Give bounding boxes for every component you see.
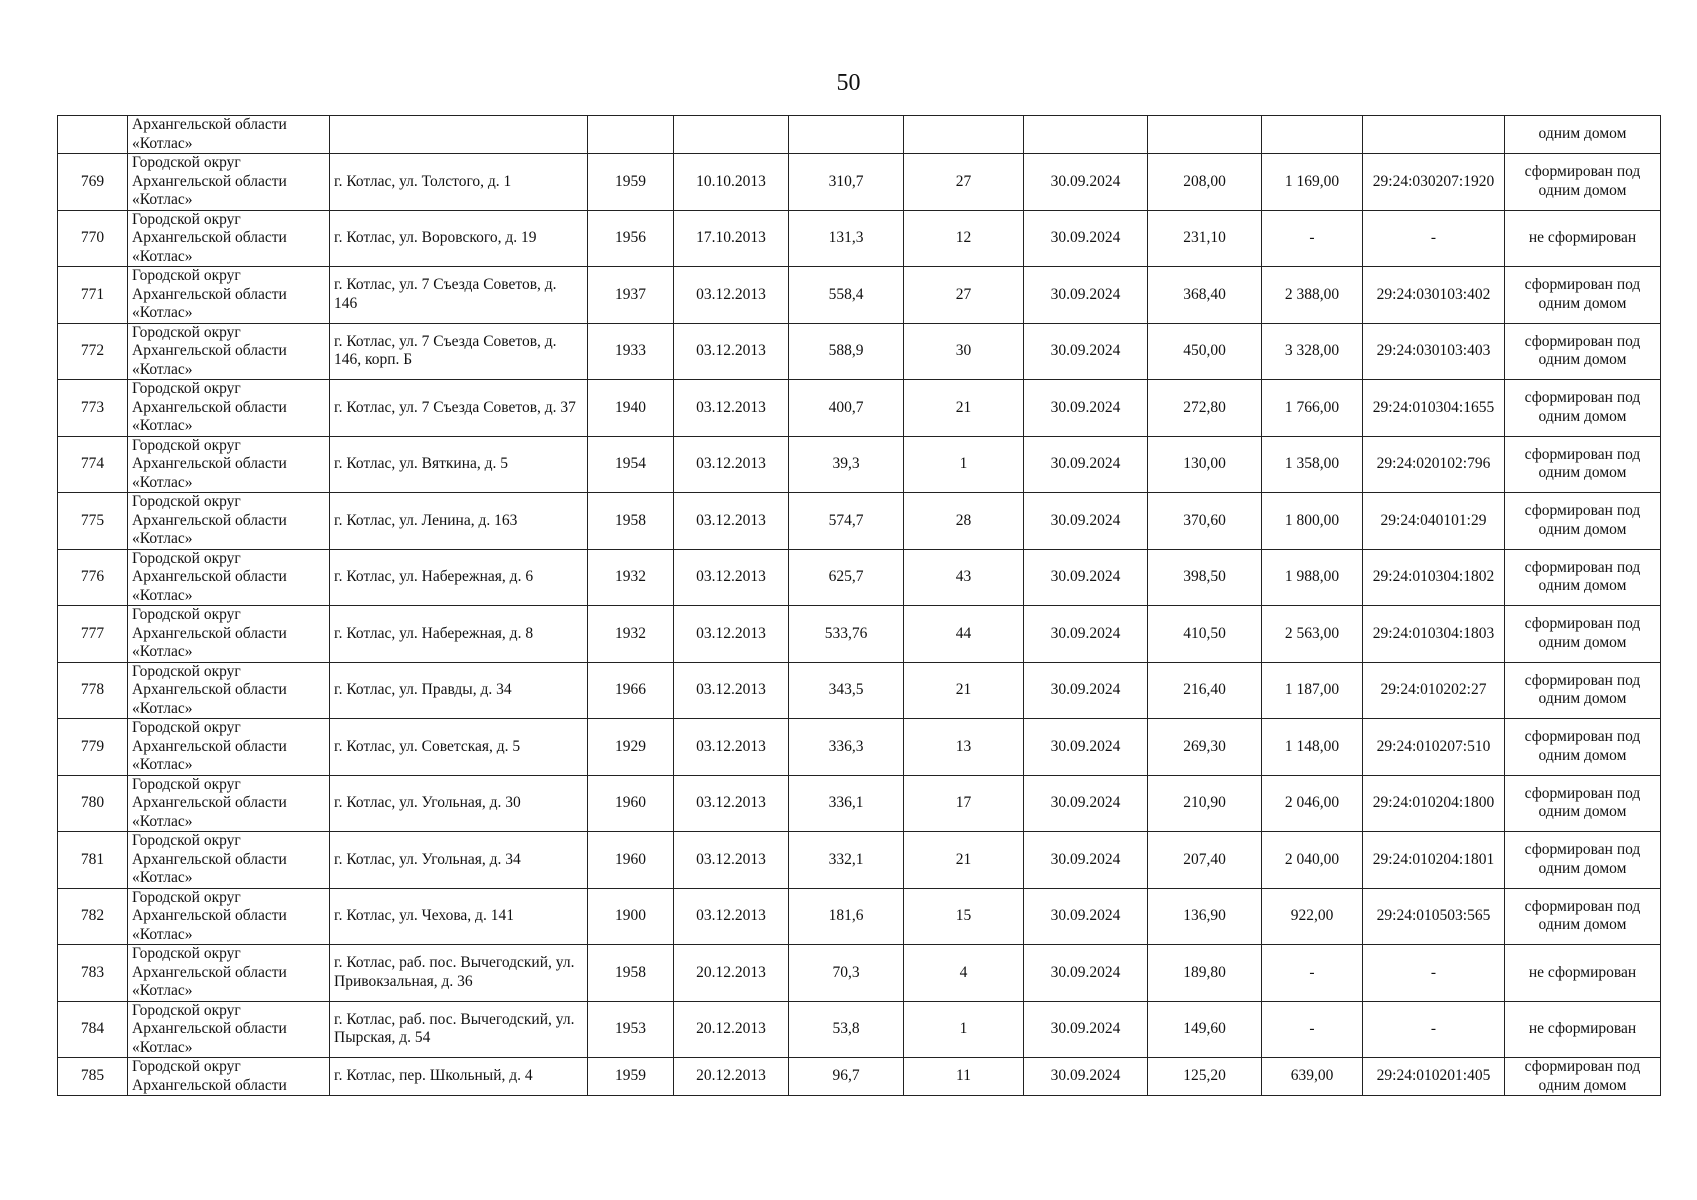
row-number-cell: 771	[58, 267, 128, 324]
municipality-cell: Городской округ Архангельской области «Котлас»	[128, 210, 330, 267]
area-cell: 336,1	[789, 775, 904, 832]
cadastral-number-cell: 29:24:030207:1920	[1363, 154, 1505, 211]
row-number-cell: 774	[58, 436, 128, 493]
municipality-cell: Городской округ Архангельской области «Котлас»	[128, 267, 330, 324]
row-number-cell: 778	[58, 662, 128, 719]
municipality-cell: Городской округ Архангельской области «Котлас»	[128, 945, 330, 1002]
recognition-date-cell: 17.10.2013	[674, 210, 789, 267]
municipality-cell: Городской округ Архангельской области «Котлас»	[128, 775, 330, 832]
area-cell: 96,7	[789, 1058, 904, 1096]
municipality-cell: Архангельской области «Котлас»	[128, 116, 330, 154]
cadastral-number-cell: -	[1363, 210, 1505, 267]
residents-cell: 43	[904, 549, 1024, 606]
living-area-cell: 216,40	[1148, 662, 1262, 719]
cadastral-number-cell: 29:24:010201:405	[1363, 1058, 1505, 1096]
build-year-cell: 1953	[588, 1001, 674, 1058]
recognition-date-cell: 03.12.2013	[674, 888, 789, 945]
planned-date-cell: 30.09.2024	[1024, 380, 1148, 437]
table-row	[58, 1058, 1661, 1096]
living-area-cell: 125,20	[1148, 1058, 1262, 1096]
land-status-cell: сформирован под одним домом	[1505, 267, 1661, 324]
table-row	[58, 719, 1661, 776]
area-cell: 558,4	[789, 267, 904, 324]
land-area-cell: -	[1262, 210, 1363, 267]
build-year-cell: 1958	[588, 493, 674, 550]
build-year-cell: 1929	[588, 719, 674, 776]
build-year-cell: 1954	[588, 436, 674, 493]
municipality-cell: Городской округ Архангельской области «Котлас»	[128, 380, 330, 437]
residents-cell: 13	[904, 719, 1024, 776]
cadastral-number-cell: -	[1363, 945, 1505, 1002]
land-area-cell: 2 563,00	[1262, 606, 1363, 663]
row-number-cell: 772	[58, 323, 128, 380]
table-row	[58, 606, 1661, 663]
land-status-cell: не сформирован	[1505, 1001, 1661, 1058]
living-area-cell: 130,00	[1148, 436, 1262, 493]
build-year-cell: 1959	[588, 154, 674, 211]
build-year-cell: 1959	[588, 1058, 674, 1096]
address-cell: г. Котлас, ул. 7 Съезда Советов, д. 146, корп. Б	[330, 323, 588, 380]
living-area-cell: 149,60	[1148, 1001, 1262, 1058]
land-area-cell: 1 766,00	[1262, 380, 1363, 437]
address-cell: г. Котлас, ул. Ленина, д. 163	[330, 493, 588, 550]
recognition-date-cell: 03.12.2013	[674, 323, 789, 380]
land-area-cell: 639,00	[1262, 1058, 1363, 1096]
recognition-date-cell: 20.12.2013	[674, 1058, 789, 1096]
residents-cell: 27	[904, 267, 1024, 324]
residents-cell: 4	[904, 945, 1024, 1002]
area-cell: 625,7	[789, 549, 904, 606]
living-area-cell: 410,50	[1148, 606, 1262, 663]
row-number-cell: 784	[58, 1001, 128, 1058]
land-status-cell: сформирован под одним домом	[1505, 323, 1661, 380]
living-area-cell: 207,40	[1148, 832, 1262, 889]
address-cell: г. Котлас, ул. Угольная, д. 34	[330, 832, 588, 889]
page-number: 50	[836, 70, 861, 96]
cadastral-number-cell: 29:24:010204:1801	[1363, 832, 1505, 889]
living-area-cell: 370,60	[1148, 493, 1262, 550]
municipality-cell: Городской округ Архангельской области «Котлас»	[128, 154, 330, 211]
row-number-cell: 781	[58, 832, 128, 889]
recognition-date-cell: 03.12.2013	[674, 719, 789, 776]
living-area-cell: 450,00	[1148, 323, 1262, 380]
land-status-cell: сформирован под одним домом	[1505, 662, 1661, 719]
address-cell: г. Котлас, ул. Вяткина, д. 5	[330, 436, 588, 493]
table-row-continued	[58, 116, 1661, 154]
area-cell: 53,8	[789, 1001, 904, 1058]
cadastral-number-cell: 29:24:030103:403	[1363, 323, 1505, 380]
land-area-cell: 1 187,00	[1262, 662, 1363, 719]
address-cell: г. Котлас, раб. пос. Вычегодский, ул. Привокзальная, д. 36	[330, 945, 588, 1002]
land-area-cell: -	[1262, 1001, 1363, 1058]
recognition-date-cell: 03.12.2013	[674, 662, 789, 719]
residents-cell: 44	[904, 606, 1024, 663]
residents-cell: 30	[904, 323, 1024, 380]
land-area-cell: 1 988,00	[1262, 549, 1363, 606]
address-cell: г. Котлас, ул. Правды, д. 34	[330, 662, 588, 719]
land-status-cell: сформирован под одним домом	[1505, 436, 1661, 493]
address-cell: г. Котлас, пер. Школьный, д. 4	[330, 1058, 588, 1096]
residents-cell: 11	[904, 1058, 1024, 1096]
table-row	[58, 380, 1661, 437]
municipality-cell: Городской округ Архангельской области	[128, 1058, 330, 1096]
table-row	[58, 662, 1661, 719]
area-cell: 588,9	[789, 323, 904, 380]
row-number-cell: 777	[58, 606, 128, 663]
residents-cell: 21	[904, 832, 1024, 889]
land-status-cell: сформирован под одним домом	[1505, 380, 1661, 437]
residents-cell: 28	[904, 493, 1024, 550]
area-cell: 131,3	[789, 210, 904, 267]
land-area-cell: 2 046,00	[1262, 775, 1363, 832]
land-status-cell: сформирован под одним домом	[1505, 606, 1661, 663]
row-number-cell: 776	[58, 549, 128, 606]
address-cell: г. Котлас, раб. пос. Вычегодский, ул. Пырская, д. 54	[330, 1001, 588, 1058]
land-status-cell: не сформирован	[1505, 210, 1661, 267]
cadastral-number-cell: 29:24:010304:1655	[1363, 380, 1505, 437]
area-cell: 400,7	[789, 380, 904, 437]
cadastral-number-cell: 29:24:010503:565	[1363, 888, 1505, 945]
municipality-cell: Городской округ Архангельской области «Котлас»	[128, 719, 330, 776]
living-area-cell: 398,50	[1148, 549, 1262, 606]
living-area-cell: 210,90	[1148, 775, 1262, 832]
area-cell: 336,3	[789, 719, 904, 776]
cadastral-number-cell: -	[1363, 1001, 1505, 1058]
living-area-cell: 136,90	[1148, 888, 1262, 945]
address-cell: г. Котлас, ул. 7 Съезда Советов, д. 37	[330, 380, 588, 437]
row-number-cell: 775	[58, 493, 128, 550]
planned-date-cell: 30.09.2024	[1024, 945, 1148, 1002]
recognition-date-cell: 03.12.2013	[674, 493, 789, 550]
table-row	[58, 549, 1661, 606]
land-status-cell: сформирован под одним домом	[1505, 775, 1661, 832]
table-row	[58, 832, 1661, 889]
area-cell: 181,6	[789, 888, 904, 945]
land-status-cell: сформирован под одним домом	[1505, 888, 1661, 945]
planned-date-cell: 30.09.2024	[1024, 210, 1148, 267]
land-area-cell: -	[1262, 945, 1363, 1002]
table-row	[58, 945, 1661, 1002]
recognition-date-cell: 10.10.2013	[674, 154, 789, 211]
planned-date-cell: 30.09.2024	[1024, 888, 1148, 945]
living-area-cell: 272,80	[1148, 380, 1262, 437]
area-cell: 533,76	[789, 606, 904, 663]
municipality-cell: Городской округ Архангельской области «Котлас»	[128, 888, 330, 945]
recognition-date-cell: 03.12.2013	[674, 267, 789, 324]
address-cell: г. Котлас, ул. Чехова, д. 141	[330, 888, 588, 945]
planned-date-cell: 30.09.2024	[1024, 1058, 1148, 1096]
table-row	[58, 436, 1661, 493]
land-status-cell: не сформирован	[1505, 945, 1661, 1002]
build-year-cell: 1956	[588, 210, 674, 267]
row-number-cell: 773	[58, 380, 128, 437]
area-cell: 574,7	[789, 493, 904, 550]
residents-cell: 21	[904, 662, 1024, 719]
planned-date-cell: 30.09.2024	[1024, 719, 1148, 776]
residents-cell: 17	[904, 775, 1024, 832]
recognition-date-cell: 03.12.2013	[674, 436, 789, 493]
planned-date-cell: 30.09.2024	[1024, 549, 1148, 606]
build-year-cell: 1932	[588, 606, 674, 663]
address-cell: г. Котлас, ул. Набережная, д. 6	[330, 549, 588, 606]
table-row	[58, 210, 1661, 267]
land-status-cell: сформирован под одним домом	[1505, 549, 1661, 606]
living-area-cell: 231,10	[1148, 210, 1262, 267]
build-year-cell: 1933	[588, 323, 674, 380]
living-area-cell: 368,40	[1148, 267, 1262, 324]
land-area-cell: 1 148,00	[1262, 719, 1363, 776]
residents-cell: 27	[904, 154, 1024, 211]
recognition-date-cell: 03.12.2013	[674, 549, 789, 606]
planned-date-cell: 30.09.2024	[1024, 775, 1148, 832]
table-row	[58, 493, 1661, 550]
build-year-cell: 1958	[588, 945, 674, 1002]
table-row	[58, 888, 1661, 945]
land-status-cell: сформирован под одним домом	[1505, 154, 1661, 211]
planned-date-cell: 30.09.2024	[1024, 493, 1148, 550]
cadastral-number-cell: 29:24:010202:27	[1363, 662, 1505, 719]
build-year-cell: 1900	[588, 888, 674, 945]
municipality-cell: Городской округ Архангельской области «Котлас»	[128, 1001, 330, 1058]
address-cell: г. Котлас, ул. Советская, д. 5	[330, 719, 588, 776]
municipality-cell: Городской округ Архангельской области «Котлас»	[128, 832, 330, 889]
municipality-cell: Городской округ Архангельской области «Котлас»	[128, 549, 330, 606]
table-row	[58, 154, 1661, 211]
cadastral-number-cell: 29:24:010304:1802	[1363, 549, 1505, 606]
residents-cell: 15	[904, 888, 1024, 945]
area-cell: 70,3	[789, 945, 904, 1002]
living-area-cell: 189,80	[1148, 945, 1262, 1002]
recognition-date-cell: 03.12.2013	[674, 832, 789, 889]
land-status-cell: сформирован под одним домом	[1505, 719, 1661, 776]
municipality-cell: Городской округ Архангельской области «Котлас»	[128, 493, 330, 550]
row-number-cell: 785	[58, 1058, 128, 1096]
cadastral-number-cell: 29:24:010304:1803	[1363, 606, 1505, 663]
residents-cell: 1	[904, 436, 1024, 493]
recognition-date-cell: 03.12.2013	[674, 380, 789, 437]
recognition-date-cell: 03.12.2013	[674, 775, 789, 832]
row-number-cell: 779	[58, 719, 128, 776]
area-cell: 343,5	[789, 662, 904, 719]
living-area-cell: 269,30	[1148, 719, 1262, 776]
planned-date-cell: 30.09.2024	[1024, 662, 1148, 719]
land-area-cell: 1 169,00	[1262, 154, 1363, 211]
table-row	[58, 267, 1661, 324]
address-cell: г. Котлас, ул. Толстого, д. 1	[330, 154, 588, 211]
row-number-cell: 769	[58, 154, 128, 211]
land-status-cell: сформирован под одним домом	[1505, 832, 1661, 889]
land-area-cell: 1 358,00	[1262, 436, 1363, 493]
row-number-cell: 770	[58, 210, 128, 267]
recognition-date-cell: 20.12.2013	[674, 1001, 789, 1058]
land-area-cell: 3 328,00	[1262, 323, 1363, 380]
build-year-cell: 1937	[588, 267, 674, 324]
address-cell: г. Котлас, ул. Воровского, д. 19	[330, 210, 588, 267]
land-status-cell: сформирован под одним домом	[1505, 493, 1661, 550]
cadastral-number-cell: 29:24:030103:402	[1363, 267, 1505, 324]
cadastral-number-cell: 29:24:040101:29	[1363, 493, 1505, 550]
municipality-cell: Городской округ Архангельской области «Котлас»	[128, 436, 330, 493]
area-cell: 39,3	[789, 436, 904, 493]
residents-cell: 1	[904, 1001, 1024, 1058]
living-area-cell: 208,00	[1148, 154, 1262, 211]
recognition-date-cell: 03.12.2013	[674, 606, 789, 663]
land-area-cell: 2 040,00	[1262, 832, 1363, 889]
cadastral-number-cell: 29:24:010207:510	[1363, 719, 1505, 776]
planned-date-cell: 30.09.2024	[1024, 606, 1148, 663]
build-year-cell: 1940	[588, 380, 674, 437]
planned-date-cell: 30.09.2024	[1024, 267, 1148, 324]
land-status-cell: одним домом	[1505, 116, 1661, 154]
build-year-cell: 1960	[588, 775, 674, 832]
area-cell: 310,7	[789, 154, 904, 211]
planned-date-cell: 30.09.2024	[1024, 436, 1148, 493]
build-year-cell: 1960	[588, 832, 674, 889]
build-year-cell: 1932	[588, 549, 674, 606]
planned-date-cell: 30.09.2024	[1024, 154, 1148, 211]
address-cell: г. Котлас, ул. 7 Съезда Советов, д. 146	[330, 267, 588, 324]
table-row	[58, 323, 1661, 380]
table-row	[58, 775, 1661, 832]
row-number-cell: 780	[58, 775, 128, 832]
municipality-cell: Городской округ Архангельской области «Котлас»	[128, 323, 330, 380]
row-number-cell: 782	[58, 888, 128, 945]
municipality-cell: Городской округ Архангельской области «Котлас»	[128, 606, 330, 663]
cadastral-number-cell: 29:24:010204:1800	[1363, 775, 1505, 832]
recognition-date-cell: 20.12.2013	[674, 945, 789, 1002]
land-area-cell: 2 388,00	[1262, 267, 1363, 324]
build-year-cell: 1966	[588, 662, 674, 719]
municipality-cell: Городской округ Архангельской области «Котлас»	[128, 662, 330, 719]
land-area-cell: 922,00	[1262, 888, 1363, 945]
planned-date-cell: 30.09.2024	[1024, 1001, 1148, 1058]
row-number-cell: 783	[58, 945, 128, 1002]
residents-cell: 12	[904, 210, 1024, 267]
cadastral-number-cell: 29:24:020102:796	[1363, 436, 1505, 493]
address-cell: г. Котлас, ул. Угольная, д. 30	[330, 775, 588, 832]
address-cell: г. Котлас, ул. Набережная, д. 8	[330, 606, 588, 663]
housing-registry-table	[57, 115, 1661, 1096]
land-status-cell: сформирован под одним домом	[1505, 1058, 1661, 1096]
land-area-cell: 1 800,00	[1262, 493, 1363, 550]
residents-cell: 21	[904, 380, 1024, 437]
planned-date-cell: 30.09.2024	[1024, 832, 1148, 889]
area-cell: 332,1	[789, 832, 904, 889]
table-row	[58, 1001, 1661, 1058]
planned-date-cell: 30.09.2024	[1024, 323, 1148, 380]
